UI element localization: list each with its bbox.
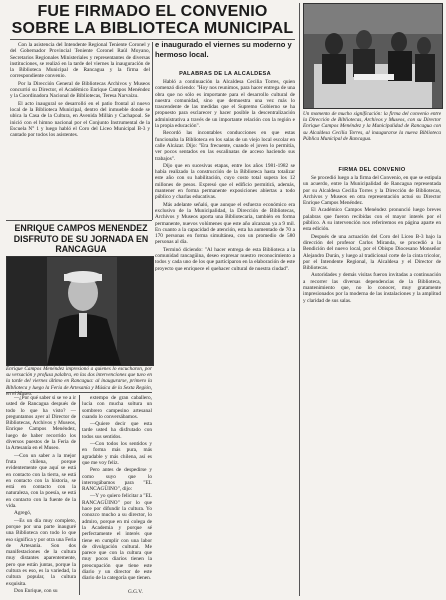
portrait-photo xyxy=(6,256,154,366)
interview-paragraph: —Y yo quiero felicitar a "EL RANCAGÜINO" por lo que hace por difundir la cultura. Yo conozco mucho a su director, lo admiro, porque en mi colega de la Academia y porque sé perfectamente el interés que tiene en cumplir con una labor de divulgación cultural. Me parece que con la cultura que muy pocos diarios tienen la preocupación que tiene este diario y un director de este diario de la categoría que tienen. xyxy=(82,493,152,582)
headline-line-2: SOBRE LA BIBLIOTECA MUNICIPAL xyxy=(11,20,294,37)
section-rule xyxy=(6,220,152,221)
intro-paragraph: Por la Dirección General de Bibliotecas Archivos y Museos concurrió su Director, el Académico Enrique Campos Menéndez y la Coordinadora Nacional de Bibliotecas, Teresa Narvaízu. xyxy=(10,80,150,100)
column-rule xyxy=(299,3,300,596)
firma-paragraph: Después de una actuación del Coro del Liceo B-3 bajo la dirección del profesor Carlos Miranda, se procedió a la Bendición del nuevo local, por el Obispo Diocesano Monseñor Alejandro Durán, y luego al tradicional corte de la cinta tricolor, por el Intendente Regional, la Alcaldesa y el Director de Bibliotecas. xyxy=(303,233,441,272)
palabras-heading: PALABRAS DE LA ALCALDESA xyxy=(179,71,271,77)
portrait-caption: Enrique Campos Menéndez impresionó a quienes lo escucharon, por su versación y profusa palabra, en las dos intervenciones que tuvo en la tarde del viernes último en Rancagua: al inaugurarse, primero la Biblioteca y luego la Feria de Artesanía y Música de la Sexta Región, en el Museo. xyxy=(6,366,152,397)
signature: G.G.V. xyxy=(128,589,143,595)
interview-column-1 xyxy=(6,395,76,598)
interview-paragraph: extempo de gran caballero, lucía con mucha soltura un sombrero campesino artesanal cuando lo conversábamos. xyxy=(82,395,152,420)
interview-column-2 xyxy=(82,395,152,587)
firma-paragraph: Se procedió luego a la firma del Convenio, en que se estipula un acuerdo, entre la Municipalidad de Rancagua representada por su Alcaldesa Cecilia Torres y la Dirección de Bibliotecas, Archivos y Museos en otra representación actuó su Director Enrique Campos Menéndez. xyxy=(303,175,441,207)
column-rule xyxy=(79,395,80,595)
interview-paragraph: —Es un día muy completo, porque por una parte inauguré una Biblioteca con todo lo que eso significa y por otra una Feria de Artesanía. Son dos manifestaciones de la cultura muy distantes aparentemente, pero que están juntas, porque la cultura es eso, es la variedad, la cultura popular, la cultura exquisita. xyxy=(6,517,76,587)
palabras-column xyxy=(155,79,295,419)
palabras-paragraph: Dijo que en sucesivas etapas, entre los años 1981-1982 se había realizado la construcción de la Biblioteca hasta totalizar este año con su habilitación, cuyo costo total supera los 12 millones de pesos. Expresó que el edificio permitirá, además, mantener en forma permanente exposiciones abiertas a todo público y charlas educativas. xyxy=(155,162,295,201)
deck: e inaugurado el viernes su moderno y hermoso local. xyxy=(155,40,292,59)
signing-photo-caption: Un momento de mucho significación: la firma del convenio entre la Dirección de Bibliotecas, Archivos y Museos, con su Director Enrique Campos Menéndez y la Municipalidad de Rancagua con su Alcaldesa Cecilia Torres, al inaugurarse la nueva Biblioteca Pública Municipal de Rancagua. xyxy=(303,111,441,142)
interview-paragraph: —Con un saber a la mejor fruta chilena, porque evidentemente que aquí se está en contacto con la tierra, se está en contacto con la historia, se está en contacto con la naturaleza, con la poesía, se está en contacto con la fuente de la vida. xyxy=(6,452,76,510)
interview-paragraph: Agregó, xyxy=(14,510,32,517)
firma-column xyxy=(303,175,441,595)
palabras-paragraph: Más adelante señaló, que aunque el esfuerzo económico era exclusivo de la Municipalidad, la Dirección de Bibliotecas, Archivos y Museos aporta una Bibliotecaria, también en forma permanente, nuevos volúmenes que este año alcanzan ya a 9 mil. En cuanto a la capacidad de atención, esta ha aumentado de 70 a 170 personas en forma simultánea, con un promedio de 580 personas al día. xyxy=(155,201,295,246)
interview-paragraph: —¿Por qué saber si se ve a ir usted de Rancagua después de todo lo que ha visto? —preguntamos ayer al Director de Bibliotecas, Archivos y Museos, Enrique Campos Menéndez, luego de haber recorrido los diversos puestos de la Feria de la Artesanía en el Museo. xyxy=(6,395,76,452)
headline xyxy=(10,3,295,37)
firma-paragraph: El Académico Campos Menéndez pronunció luego breves palabras que fueron recibidas con el mayor interés por el público. A su intervención nos referiremos en página aparte en esta edición. xyxy=(303,207,441,233)
intro-column xyxy=(10,42,150,222)
palabras-paragraph: Habló a continuación la Alcaldesa Cecilia Torres, quien comenzó diciendo: "Hoy nos reunimos, para hacer entrega de una obra que no sólo es importante para el desarrollo cultural de nuestra comunidad, sino que demuestra una vez más lo trascendente de las medidas que el Supremo Gobierno se ha propuesto para esclarecer y hacer posible la descentralización administrativa a través de un importante relación con la región e la propia educación". xyxy=(155,79,295,130)
firma-paragraph: Autoridades y demás visitas fueron invitadas a continuación a recorrer las diversas dependencias de la Biblioteca, mantenimiento que, no lo conocer, muy gratamente impresionados por la moderna de las instalaciones y la amplitud y claridad de sus salas. xyxy=(303,272,441,304)
interview-paragraph: Don Enrique, con su xyxy=(14,587,58,594)
interview-paragraph: Pero antes de despedirse y como suyo que lo interrogábamos para "EL RANCAGÜINO", dijo: xyxy=(82,467,152,493)
column-rule xyxy=(152,42,153,220)
intro-paragraph: El acto inaugural se desarrolló en el patio frontal al nuevo local de la Biblioteca Municipal, dentro del inmueble donde se ubica la Casa de la Cultura, en Avenida Millán y Cachapoal. Se inició con el himno nacional por el Conjunto Instrumental de la Escuela N° 1 y luego habló el Coro del Liceo Municipal B-3 y cantado por todos los asistentes. xyxy=(10,100,150,139)
portrait-photo-image xyxy=(7,257,153,365)
intro-paragraph: Con la asistencia del Intendente Regional Teniente Coronel y del Gobernador Provincial Teniente Coronel Raúl Moyano, Secretarios Regionales Ministeriales y representantes de diversas instituciones, se realizó en la tarde del viernes la inauguración de la Biblioteca Municipal de Rancagua y la firma del correspondiente convenio. xyxy=(10,42,150,80)
headline-line-1: FUE FIRMADO EL CONVENIO xyxy=(37,3,268,20)
palabras-paragraph: Terminó diciendo: "Al hacer entrega de esta Biblioteca a la comunidad rancagüina, deseo expresar nuestro reconocimiento a todos y cada uno de los que participaron en la elaboración de este proyecto que enriquece el quehacer cultural de nuestra ciudad". xyxy=(155,246,295,272)
signing-photo xyxy=(303,3,443,109)
section-heading: ENRIQUE CAMPOS MENENDEZ DISFRUTO DE SU JORNADA EN RANCAGUA xyxy=(13,223,149,254)
interview-paragraph: —Quiere decir que esta tarde usted ha disfrutado con todos sus sentidos. xyxy=(82,421,152,440)
signing-photo-image xyxy=(304,4,442,108)
firma-heading: FIRMA DEL CONVENIO xyxy=(338,167,406,173)
palabras-paragraph: Recordó las incontables conducciones en que estas funcionaba la Biblioteca en los salas de un viejo local escolar en calle Alcázar. Dijo: "Era frecuente, cuando el joven lo permitía, ver pocos sentados en las escalinatas de acceso haciendo sus trabajos". xyxy=(155,130,295,162)
caption-rule xyxy=(6,392,152,393)
interview-paragraph: —Con todos los sentidos y en forma más pura, más agradable y más chilena, así es que me voy feliz. xyxy=(82,441,152,466)
